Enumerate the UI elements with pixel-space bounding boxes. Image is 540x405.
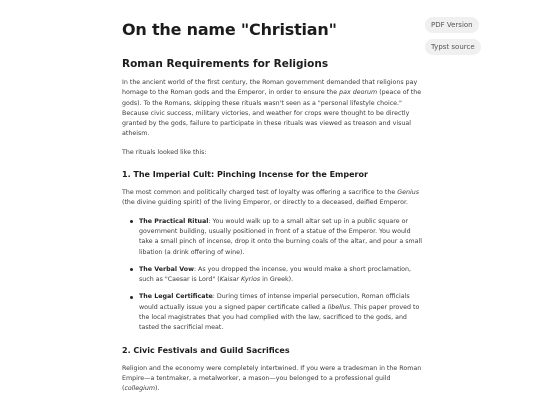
intro-text-a: In the ancient world of the first century, the Roman government demanded that religions pay homage to the Roman gods and the Emperor, in order to ensure the [122, 79, 418, 97]
imperial-cult-text-b: (the divine guiding spirit) of the living Emperor, or directly to a deceased, deified Emperor. [122, 199, 408, 207]
list-item-emphasis: Kaisar Kyrios [219, 276, 261, 284]
list-item [122, 265, 422, 286]
civic-text-b: ). [155, 385, 160, 393]
ritual-list [122, 217, 422, 334]
intro-emphasis: pax deorum [339, 89, 378, 97]
section-heading: Roman Requirements for Religions [122, 58, 329, 70]
imperial-cult-emphasis: Genius [397, 189, 420, 197]
bullet-icon [130, 296, 133, 299]
list-item-emphasis: libellus [327, 303, 350, 311]
bullet-icon [130, 220, 133, 223]
pdf-version-button[interactable]: PDF Version [425, 17, 479, 33]
intro-text-b: (peace of the gods). To the Romans, skipping these rituals wasn't seen as a "personal lifestyle choice." Because civic success, military victories, and weather for crops were thought to be directly granted by the gods, failure to participate in these rituals was viewed as treason and visual atheism. [122, 89, 422, 138]
typst-source-button[interactable]: Typst source [425, 39, 481, 55]
rituals-intro: The rituals looked like this: [122, 148, 207, 156]
list-item [122, 217, 422, 258]
list-item-text-b: in Greek). [260, 276, 294, 284]
list-item-label: The Practical Ritual [139, 217, 209, 225]
list-item-text-b: . This paper proved to the local magistrates that you had complied with the law, sacrificed to the gods, and tasted the sacrificial meat. [139, 303, 420, 332]
list-item-label: The Verbal Vow [139, 265, 194, 273]
civic-emphasis: collegium [124, 385, 156, 393]
civic-festivals-paragraph [122, 364, 422, 395]
intro-paragraph [122, 78, 422, 140]
list-item-text-a: : As you dropped the incense, you would make a short proclamation, such as "Caesar is Lord" ( [139, 265, 412, 284]
list-item-text-a: : During times of intense imperial persecution, Roman officials would actually issue you a signed paper certificate called a [139, 293, 410, 311]
article-body [122, 58, 422, 403]
imperial-cult-text-a: The most common and politically charged test of loyalty was offering a sacrifice to the [122, 189, 398, 197]
list-item-text: : You would walk up to a small altar set up in a public square or government building, usually positioned in front of a statue of the Emperor. You would take a small pinch of incense, drop it onto the burning coals of the altar, and pour a small libation (a drink offering of wine). [139, 217, 423, 256]
page-title: On the name "Christian" [122, 20, 337, 39]
subsection-heading-civic-festivals: 2. Civic Festivals and Guild Sacrifices [122, 345, 290, 355]
list-item-label: The Legal Certificate [139, 293, 213, 301]
list-item [122, 292, 422, 333]
civic-text-a: Religion and the economy were completely intertwined. If you were a tradesman in the Roman Empire—a tentmaker, a metalworker, a mason—you belonged to a professional guild ( [122, 364, 422, 393]
bullet-icon [130, 268, 133, 271]
imperial-cult-paragraph [122, 188, 422, 209]
subsection-heading-imperial-cult: 1. The Imperial Cult: Pinching Incense for the Emperor [122, 170, 368, 180]
